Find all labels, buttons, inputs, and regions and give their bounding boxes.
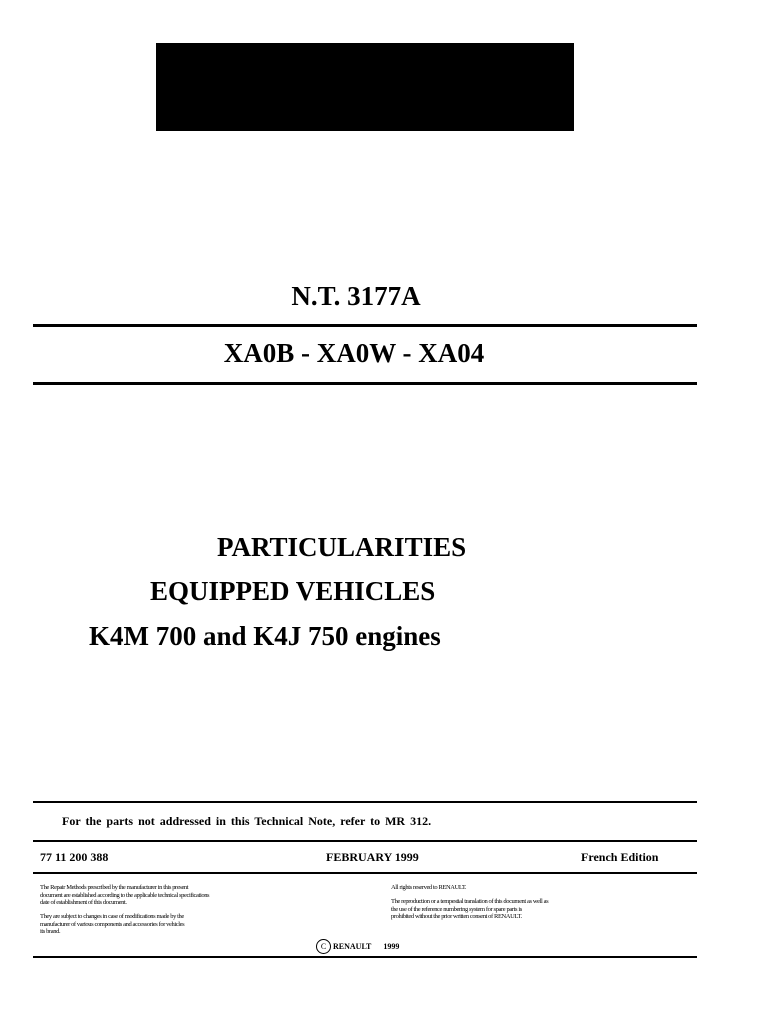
legal-text-line: its brand. [40,928,61,935]
divider-top [33,324,697,327]
footer-divider-1 [33,801,697,803]
title-line-3: K4M 700 and K4J 750 engines [89,621,441,651]
document-reference-number: 77 11 200 388 [40,850,109,864]
legal-text-line: The reproduction or a tempestial translation of this document as well as [391,898,549,905]
copyright-notice [316,937,399,955]
legal-text-line: date of establishment of this document. [40,899,127,906]
title-line-1: PARTICULARITIES [217,532,467,562]
legal-notice-left-1 [40,884,209,907]
legal-text-line: document are established according to the applicable technical specifications [40,891,210,899]
legal-text-line: They are subject to changes in case of modifications made by the [40,913,184,920]
title-line-2: EQUIPPED VEHICLES [150,576,436,606]
legal-text-line: the use of the reference numbering system for spare parts is [391,905,522,913]
legal-notice-left-2 [40,913,184,936]
legal-notice-right-1 [391,884,466,892]
divider-middle [33,382,697,385]
legal-text-line: All rights reserved to RENAULT. [391,884,467,891]
copyright-icon: C [316,939,331,954]
copyright-owner: RENAULT [333,941,372,951]
copyright-year: 1999 [383,941,400,951]
technical-note-number: N.T. 3177A [291,281,421,311]
legal-text-line: prohibited without the prior written consent of RENAULT. [391,913,522,920]
footer-divider-2 [33,840,697,842]
edition-date: FEBRUARY 1999 [326,850,419,864]
footer-divider-bottom [33,956,697,958]
vehicle-codes: XA0B - XA0W - XA04 [223,338,485,368]
footer-divider-3 [33,872,697,874]
parts-reference-note: For the parts not addressed in this Technical Note, refer to MR 312. [62,814,432,828]
legal-text-line: manufacturer of various components and accessories for vehicles [40,920,185,928]
cover-black-banner [156,43,574,131]
legal-text-line: The Repair Methods prescribed by the manufacturer in this present [40,884,189,891]
edition-language: French Edition [581,850,659,864]
legal-notice-right-2 [391,898,548,921]
